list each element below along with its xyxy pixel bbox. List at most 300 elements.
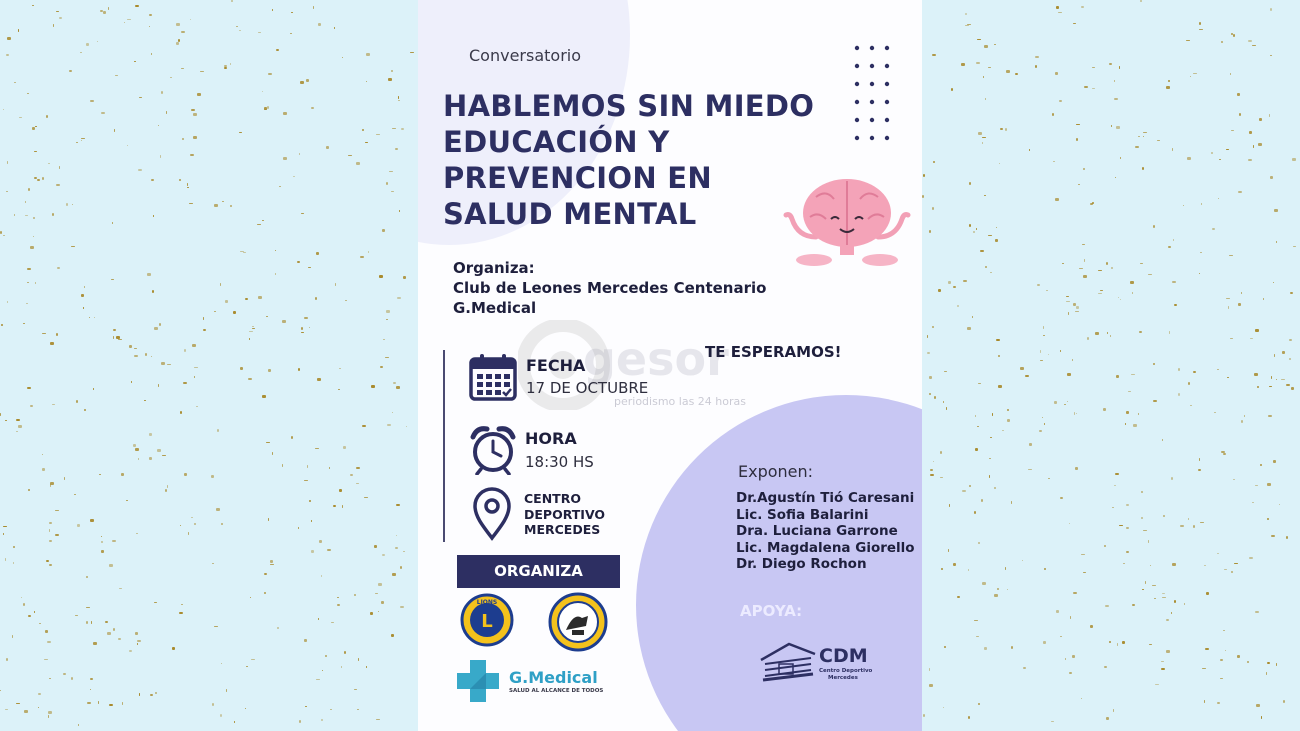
background-speck [1231, 571, 1233, 573]
background-speck [1007, 589, 1008, 590]
background-speck [1171, 612, 1172, 614]
background-speck [380, 366, 383, 368]
background-speck [1168, 246, 1171, 248]
background-speck [1075, 467, 1078, 470]
background-speck [203, 329, 206, 331]
poster-subtitle: Conversatorio [469, 46, 582, 65]
background-speck [318, 23, 321, 26]
background-speck [158, 384, 159, 387]
background-speck [1190, 76, 1191, 77]
background-speck [1172, 148, 1173, 151]
background-speck [14, 214, 15, 216]
background-speck [962, 490, 966, 492]
lugar-line: CENTRO [524, 491, 581, 506]
background-speck [157, 449, 161, 452]
background-speck [1212, 228, 1215, 230]
background-speck [48, 711, 52, 714]
background-speck [13, 546, 15, 548]
background-speck [996, 227, 997, 228]
background-speck [383, 339, 385, 340]
background-speck [1198, 469, 1201, 471]
background-speck [245, 708, 246, 709]
background-speck [391, 70, 393, 72]
background-speck [1223, 453, 1226, 455]
background-speck [147, 273, 151, 276]
background-speck [337, 597, 339, 598]
background-speck [978, 703, 980, 705]
background-speck [1247, 661, 1249, 663]
background-speck [113, 628, 115, 631]
background-speck [387, 424, 391, 426]
background-speck [1259, 118, 1262, 121]
background-speck [258, 296, 262, 299]
background-speck [1035, 56, 1039, 58]
background-speck [121, 473, 124, 476]
background-speck [152, 290, 154, 293]
background-speck [403, 551, 405, 552]
background-speck [984, 647, 987, 650]
background-speck [1239, 113, 1241, 116]
background-speck [26, 303, 28, 304]
background-speck [1104, 545, 1106, 547]
background-speck [392, 128, 396, 129]
background-speck [266, 442, 270, 443]
background-speck [969, 182, 971, 185]
background-speck [1231, 33, 1233, 35]
background-speck [1067, 401, 1068, 402]
background-speck [59, 17, 62, 19]
background-speck [980, 250, 984, 252]
background-speck [149, 433, 152, 436]
background-speck [112, 222, 113, 224]
organizer-name: G.Medical [453, 299, 537, 317]
background-speck [272, 9, 273, 11]
background-speck [113, 329, 116, 331]
background-speck [378, 611, 379, 612]
background-speck [118, 638, 121, 640]
apoya-label: APOYA: [740, 602, 803, 620]
background-speck [1221, 41, 1223, 43]
background-speck [1148, 540, 1149, 543]
background-speck [1035, 65, 1037, 68]
background-speck [329, 467, 330, 469]
background-speck [1180, 525, 1184, 527]
background-speck [1290, 292, 1293, 294]
background-speck [1066, 301, 1070, 302]
background-speck [1069, 672, 1072, 674]
background-speck [1205, 648, 1209, 650]
background-speck [356, 162, 360, 165]
background-speck [345, 300, 347, 301]
background-speck [283, 112, 287, 115]
background-speck [181, 604, 183, 605]
background-speck [1007, 419, 1010, 422]
background-speck [1111, 267, 1113, 269]
background-speck [1228, 306, 1229, 309]
background-speck [268, 73, 272, 75]
background-speck [321, 719, 323, 721]
background-speck [33, 236, 34, 237]
background-speck [1141, 517, 1143, 519]
background-speck [107, 632, 111, 635]
organizers-block [453, 258, 766, 318]
background-speck [1000, 128, 1003, 130]
background-speck [1271, 376, 1272, 379]
background-speck [100, 10, 103, 12]
background-speck [1142, 167, 1144, 170]
background-speck [1173, 239, 1174, 241]
background-speck [976, 636, 979, 637]
background-speck [378, 583, 382, 586]
background-speck [221, 523, 223, 525]
background-speck [124, 22, 125, 23]
background-speck [1273, 282, 1274, 283]
background-speck [368, 251, 369, 253]
background-speck [382, 229, 385, 232]
background-speck [137, 640, 141, 642]
background-speck [1223, 630, 1225, 631]
background-speck [977, 39, 981, 40]
background-speck [1020, 367, 1024, 370]
background-speck [1002, 430, 1004, 431]
background-speck [264, 573, 267, 575]
background-speck [290, 33, 292, 34]
background-speck [1006, 70, 1010, 73]
background-speck [397, 297, 401, 299]
exponen-label: Exponen: [738, 462, 814, 481]
background-speck [1015, 73, 1018, 75]
background-speck [212, 563, 214, 564]
background-right [922, 0, 1300, 731]
background-speck [42, 333, 46, 334]
background-speck [1171, 477, 1173, 480]
background-speck [184, 473, 187, 476]
background-speck [1230, 338, 1233, 339]
background-speck [224, 67, 227, 69]
background-speck [1253, 145, 1254, 148]
background-speck [270, 560, 273, 563]
background-speck [1138, 413, 1139, 415]
background-speck [1044, 423, 1045, 425]
background-speck [190, 154, 194, 156]
background-speck [365, 142, 368, 143]
background-speck [167, 485, 168, 488]
background-speck [1132, 292, 1133, 294]
background-speck [399, 210, 400, 212]
background-speck [180, 411, 182, 414]
background-speck [153, 215, 154, 217]
background-speck [396, 504, 400, 506]
background-speck [1289, 358, 1291, 360]
background-speck [1244, 415, 1245, 417]
background-speck [938, 289, 941, 292]
background-speck [16, 703, 20, 704]
background-speck [151, 53, 152, 55]
background-speck [78, 724, 79, 726]
background-speck [53, 24, 54, 27]
background-speck [176, 42, 179, 45]
background-speck [27, 387, 31, 389]
background-speck [46, 115, 48, 118]
background-speck [930, 474, 934, 476]
background-speck [386, 319, 388, 320]
background-speck [311, 107, 314, 109]
background-speck [56, 333, 58, 336]
background-speck [90, 519, 94, 522]
background-speck [25, 201, 26, 203]
background-speck [388, 78, 392, 81]
background-speck [52, 404, 55, 405]
background-speck [316, 252, 319, 255]
background-speck [13, 562, 14, 564]
background-speck [306, 79, 309, 82]
background-speck [1231, 130, 1234, 131]
background-speck [1172, 563, 1176, 566]
background-speck [35, 126, 37, 127]
background-speck [270, 564, 274, 565]
speaker-name: Lic. Sofia Balarini [736, 506, 869, 523]
background-speck [393, 382, 396, 384]
background-speck [220, 714, 222, 717]
background-speck [50, 484, 51, 487]
background-speck [135, 448, 139, 451]
background-speck [154, 327, 158, 330]
background-speck [275, 250, 276, 251]
background-speck [338, 389, 340, 390]
background-speck [315, 448, 319, 449]
background-speck [1076, 138, 1078, 141]
background-speck [98, 701, 99, 704]
speaker-name: Dr.Agustín Tió Caresani [736, 490, 915, 506]
background-speck [45, 630, 48, 633]
background-speck [1023, 667, 1026, 669]
background-speck [1230, 73, 1231, 75]
background-speck [1293, 246, 1296, 247]
background-speck [1267, 662, 1270, 664]
background-speck [1190, 405, 1192, 406]
background-speck [122, 702, 123, 705]
background-speck [1118, 297, 1119, 298]
background-speck [1140, 0, 1142, 2]
background-speck [953, 286, 956, 288]
background-speck [1260, 464, 1262, 466]
background-speck [129, 345, 132, 348]
background-speck [974, 620, 978, 621]
background-speck [212, 703, 214, 706]
background-speck [366, 81, 367, 82]
background-speck [93, 388, 94, 390]
background-speck [179, 612, 183, 614]
background-speck [940, 477, 943, 478]
background-speck [382, 554, 385, 556]
background-speck [1106, 262, 1108, 265]
background-speck [1233, 34, 1235, 37]
background-speck [211, 475, 214, 478]
background-speck [1200, 252, 1202, 253]
background-speck [1037, 284, 1040, 286]
background-speck [193, 113, 197, 116]
background-speck [356, 467, 360, 469]
background-speck [1241, 292, 1242, 294]
background-speck [1138, 136, 1140, 137]
background-speck [1270, 176, 1273, 179]
background-speck [236, 26, 238, 27]
background-speck [1092, 67, 1095, 68]
background-speck [105, 621, 108, 623]
background-speck [984, 195, 986, 196]
background-speck [1029, 443, 1032, 446]
background-speck [5, 709, 8, 710]
title-line: SALUD MENTAL [443, 197, 697, 231]
background-speck [64, 477, 65, 480]
background-speck [1201, 203, 1202, 205]
background-speck [3, 109, 4, 110]
background-speck [1084, 86, 1088, 88]
background-speck [940, 451, 942, 454]
background-speck [1276, 379, 1277, 380]
cdm-building-icon [759, 640, 817, 682]
background-speck [1237, 655, 1240, 658]
background-speck [1081, 554, 1085, 555]
background-speck [957, 596, 960, 598]
background-speck [1286, 384, 1290, 386]
background-speck [94, 317, 95, 318]
background-speck [1184, 603, 1185, 605]
background-speck [1211, 152, 1213, 154]
background-speck [81, 138, 85, 139]
background-speck [77, 524, 80, 527]
background-speck [1044, 568, 1046, 570]
background-speck [127, 145, 128, 146]
background-speck [1149, 644, 1152, 645]
background-speck [1128, 391, 1131, 392]
background-speck [220, 283, 221, 286]
background-speck [34, 151, 37, 152]
background-speck [101, 550, 104, 553]
background-speck [1005, 567, 1006, 570]
background-speck [354, 689, 357, 690]
background-speck [1110, 335, 1111, 337]
background-speck [984, 45, 988, 48]
background-speck [1252, 45, 1256, 46]
background-speck [84, 286, 85, 288]
background-speck [1274, 209, 1278, 212]
lions-logo-text: LIONS [476, 599, 498, 606]
background-speck [1281, 379, 1285, 380]
background-speck [149, 457, 152, 460]
background-speck [337, 604, 340, 606]
background-speck [191, 517, 193, 518]
background-speck [1153, 225, 1155, 228]
background-speck [1234, 563, 1238, 564]
background-speck [49, 522, 52, 524]
background-speck [1060, 350, 1061, 352]
background-speck [1163, 515, 1165, 517]
background-speck [1257, 386, 1259, 388]
background-speck [251, 659, 255, 660]
background-speck [1204, 700, 1205, 703]
background-speck [389, 171, 393, 172]
background-speck [316, 679, 320, 680]
background-speck [203, 317, 204, 320]
background-speck [929, 393, 931, 395]
background-speck [1056, 610, 1059, 613]
background-speck [301, 213, 304, 214]
background-speck [1263, 298, 1264, 300]
background-speck [379, 275, 383, 278]
background-speck [16, 419, 20, 421]
background-speck [1043, 641, 1046, 644]
background-speck [998, 385, 1002, 388]
background-speck [364, 497, 368, 498]
background-speck [217, 429, 219, 432]
background-speck [1248, 40, 1252, 42]
background-speck [76, 400, 78, 403]
te-esperamos-text: TE ESPERAMOS! [705, 343, 842, 361]
background-speck [1199, 273, 1200, 274]
background-speck [1011, 501, 1012, 504]
background-speck [19, 117, 22, 118]
background-speck [71, 677, 73, 680]
background-speck [965, 13, 967, 15]
background-speck [86, 607, 90, 608]
background-speck [923, 174, 925, 177]
background-speck [170, 77, 172, 78]
background-speck [1249, 131, 1252, 134]
background-speck [1117, 643, 1118, 646]
background-speck [406, 426, 407, 427]
background-speck [5, 420, 7, 421]
background-speck [1193, 73, 1197, 74]
background-speck [239, 30, 241, 31]
background-speck [1011, 646, 1013, 649]
background-speck [181, 31, 185, 33]
background-speck [1116, 126, 1120, 129]
background-speck [1051, 721, 1054, 722]
background-speck [133, 444, 136, 447]
background-speck [358, 658, 359, 661]
background-speck [342, 57, 343, 58]
background-speck [48, 715, 49, 718]
background-speck [42, 177, 44, 180]
background-speck [230, 63, 231, 65]
background-speck [932, 54, 936, 56]
background-speck [1188, 518, 1189, 520]
background-speck [1286, 536, 1288, 539]
lugar-text [524, 491, 605, 538]
background-speck [976, 228, 977, 230]
background-speck [1174, 304, 1177, 306]
background-speck [1166, 650, 1170, 653]
background-speck [1183, 205, 1184, 206]
background-speck [946, 407, 947, 410]
background-speck [374, 545, 377, 548]
background-speck [44, 659, 48, 660]
background-speck [309, 500, 311, 502]
background-speck [339, 368, 341, 369]
background-speck [272, 452, 273, 455]
background-speck [279, 186, 281, 187]
background-speck [951, 88, 953, 91]
background-speck [1120, 157, 1121, 159]
background-speck [977, 426, 979, 427]
background-speck [87, 702, 91, 704]
background-speck [267, 106, 269, 109]
background-speck [990, 437, 992, 438]
background-speck [327, 549, 331, 551]
background-speck [75, 615, 78, 616]
svg-text:L: L [481, 611, 493, 632]
